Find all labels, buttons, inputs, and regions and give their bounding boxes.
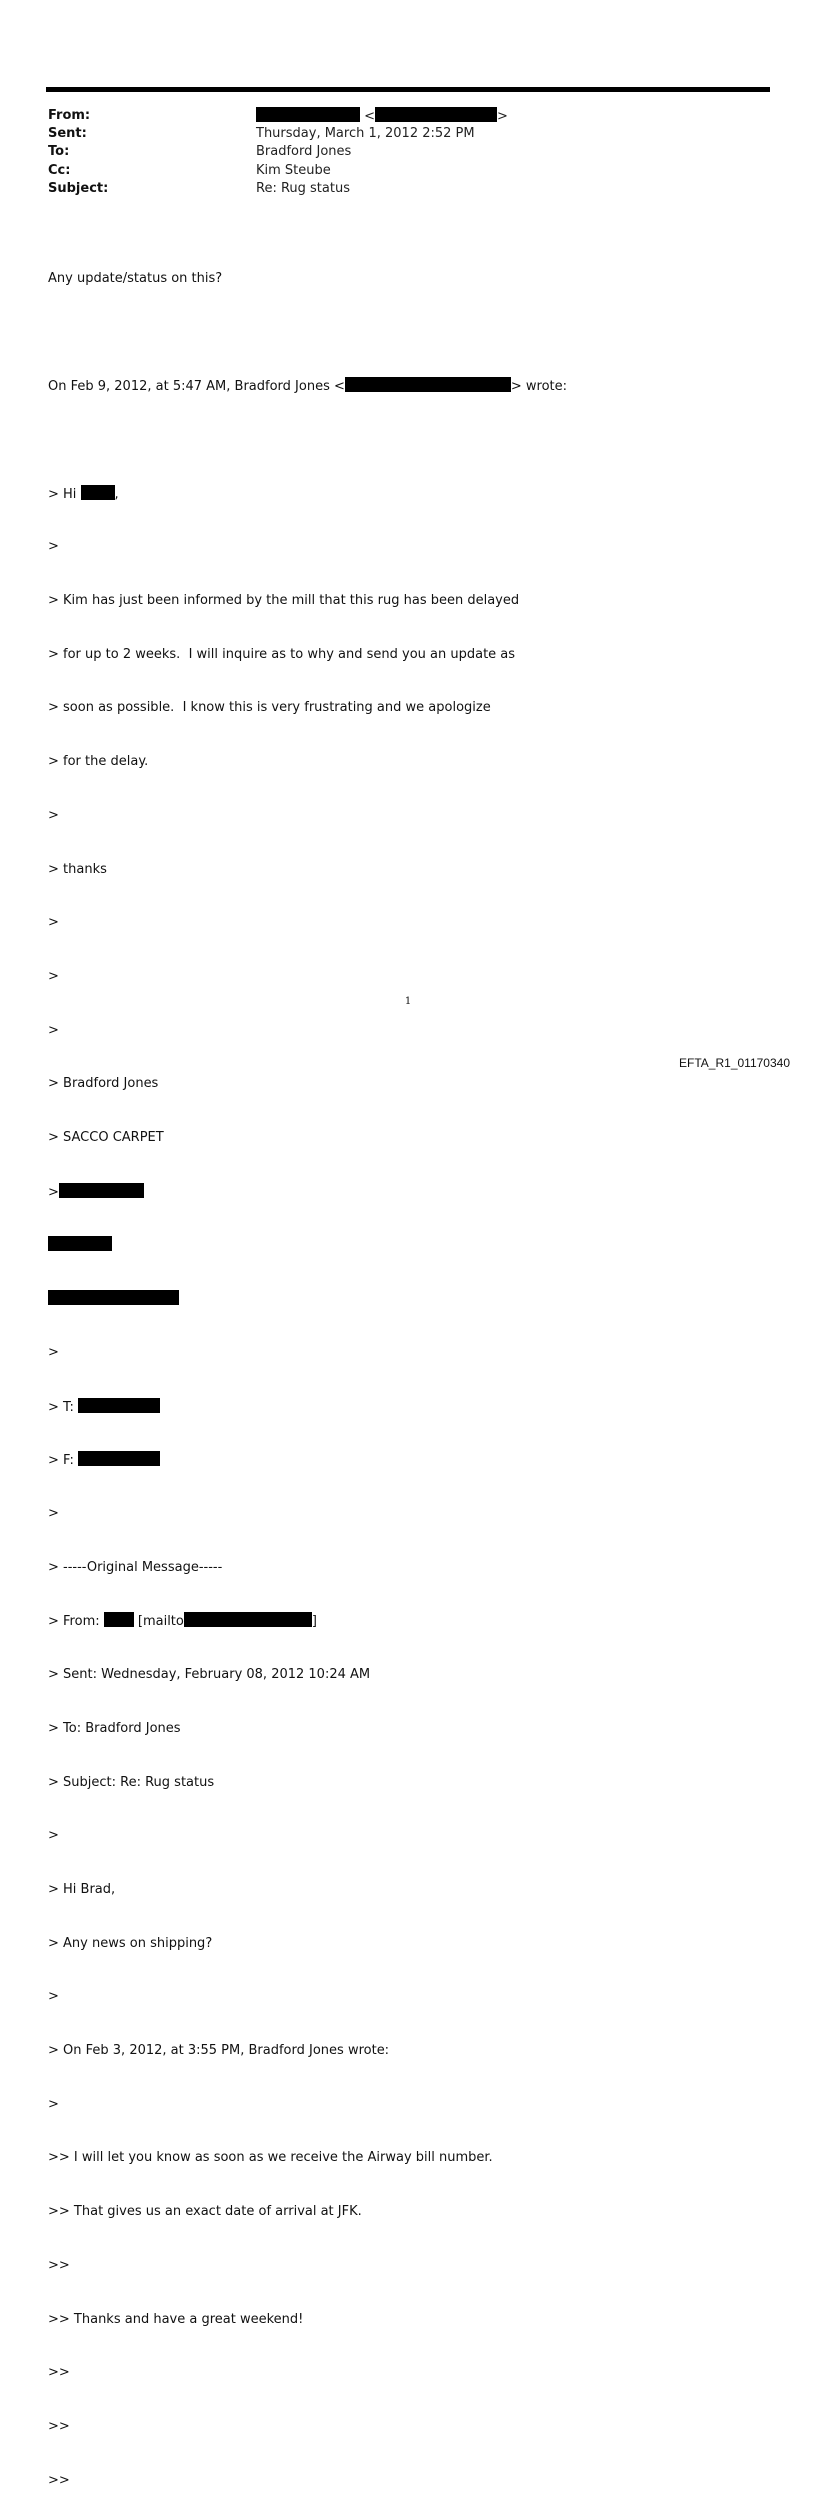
cc-label: Cc: [48,162,71,178]
original-sent: > Sent: Wednesday, February 08, 2012 10:24 AM [48,1667,371,1683]
cc-value: Kim Steube [256,162,331,178]
redaction-block [81,485,115,500]
body-line: > [48,915,59,931]
redaction-block [48,1290,179,1305]
body-line: > [48,1022,59,1038]
redaction-block [375,107,497,122]
body-line: > [48,539,59,555]
body-line: > [48,1183,567,1201]
body-line: > for up to 2 weeks. I will inquire as to why and send you an update as [48,646,516,662]
subject-label: Subject: [48,180,109,196]
document-id: EFTA_R1_01170340 [679,1056,790,1070]
redacted-line [48,1290,567,1308]
body-line: > Hi , [48,486,119,502]
cc-row [48,162,508,180]
body-line: > On Feb 3, 2012, at 3:55 PM, Bradford Jones wrote: [48,2043,390,2059]
from-label: From: [48,108,91,123]
body-line: > [48,807,59,823]
redaction-block [256,107,360,122]
email-body [48,234,567,2507]
body-line: > [48,2096,59,2112]
body-line: >> I will let you know as soon as we receive the Airway bill number. [48,2150,493,2166]
sent-row [48,125,508,143]
fax-line: > F: [48,1451,567,1469]
body-line: > [48,1505,59,1521]
page-number: 1 [404,996,412,1007]
body-line: > [48,968,59,984]
redacted-line [48,1236,567,1254]
body-line: > [48,1989,59,2005]
to-row [48,143,508,161]
sent-value: Thursday, March 1, 2012 2:52 PM [256,126,475,142]
header-rule [46,87,770,92]
body-line: > [48,1344,59,1360]
from-value: < > [256,107,508,125]
original-to: > To: Bradford Jones [48,1720,181,1736]
redaction-block [48,1236,112,1251]
redaction-block [104,1612,134,1627]
sent-label: Sent: [48,126,87,142]
body-line: > thanks [48,861,107,877]
body-line: >> Thanks and have a great weekend! [48,2311,304,2327]
original-from: > From: [mailto ] [48,1614,317,1630]
phone-line: > T: [48,1398,567,1416]
subject-row [48,180,508,198]
body-line: > Hi Brad, [48,1881,116,1897]
body-line: > [48,1828,59,1844]
redaction-block [345,377,511,392]
original-subject: > Subject: Re: Rug status [48,1774,215,1790]
to-value: Bradford Jones [256,144,352,160]
body-line: Any update/status on this? [48,270,223,286]
body-line: >> [48,2418,70,2434]
email-header [48,107,508,198]
redaction-block [78,1451,160,1466]
body-line: >> That gives us an exact date of arrival at JFK. [48,2204,362,2220]
redaction-block [59,1183,144,1198]
body-line: >> [48,2257,70,2273]
body-line: > Any news on shipping? [48,1935,213,1951]
body-line: >> [48,2472,70,2488]
original-message-marker: > -----Original Message----- [48,1559,223,1575]
signature-name: > Bradford Jones [48,1076,159,1092]
body-line: > Kim has just been informed by the mill that this rug has been delayed [48,593,520,609]
from-row [48,107,508,125]
quote-intro: On Feb 9, 2012, at 5:47 AM, Bradford Jones < > wrote: [48,379,568,395]
signature-company: > SACCO CARPET [48,1130,164,1146]
subject-value: Re: Rug status [256,180,350,196]
body-line: > soon as possible. I know this is very frustrating and we apologize [48,700,491,716]
body-line: >> [48,2365,70,2381]
redaction-block [184,1612,312,1627]
body-line: > for the delay. [48,754,149,770]
to-label: To: [48,144,70,160]
redaction-block [78,1398,160,1413]
